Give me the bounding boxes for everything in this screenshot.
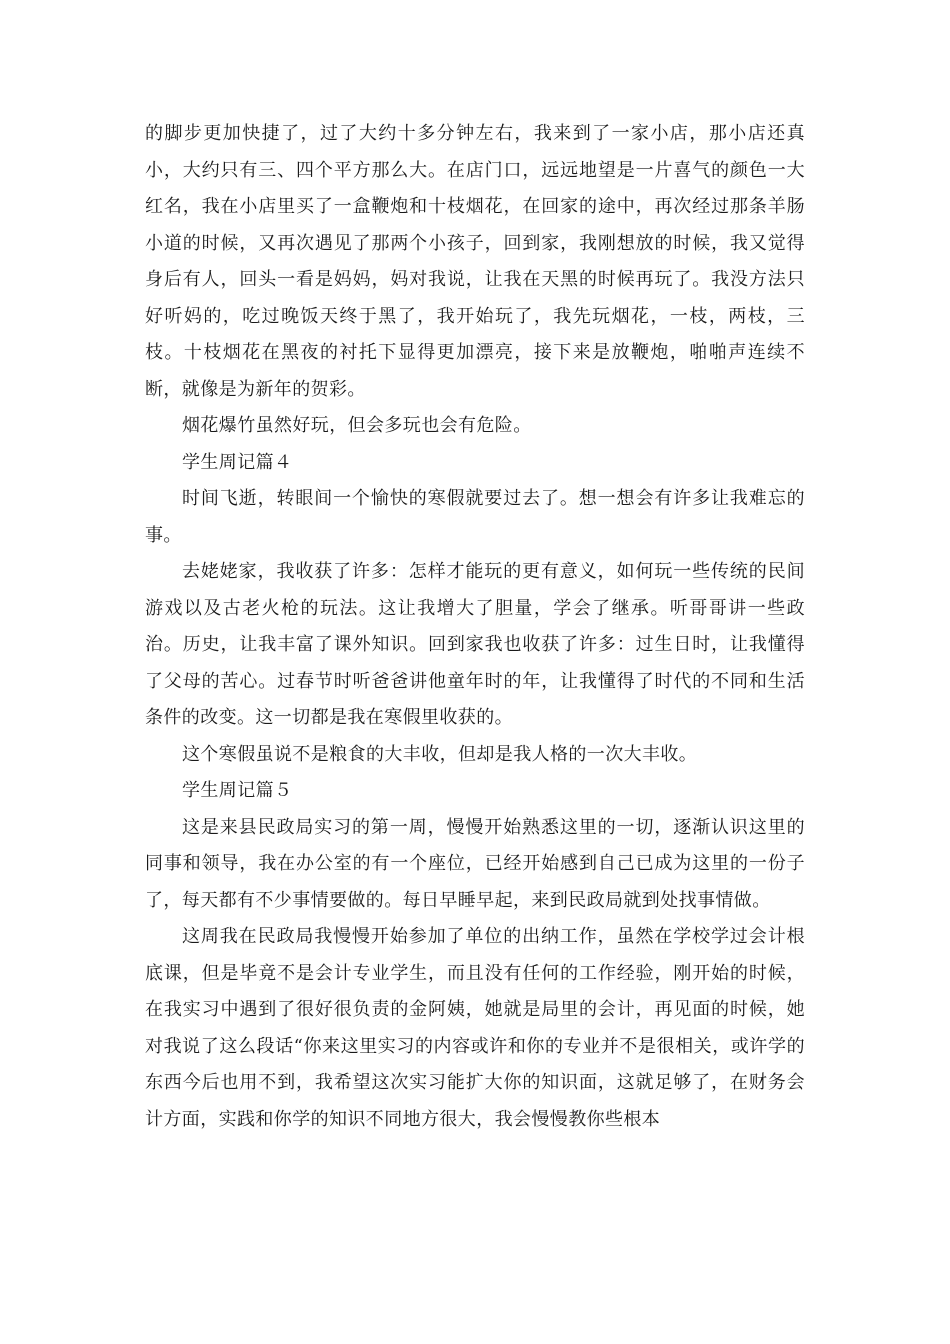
- section-heading-4: 学生周记篇４: [182, 451, 293, 473]
- paragraph-internship-week-one: 这是来县民政局实习的第一周，慢慢开始熟悉这里的一切，逐渐认识这里的同事和领导，我在办公室的有一个座位，已经开始感到自己已成为这里的一份子了，每天都有不少事情要做的。每日早睡早起，来到民政局就到处找事情做。: [145, 816, 805, 911]
- paragraph-grandma-house: 去姥姥家，我收获了许多：怎样才能玩的更有意义，如何玩一些传统的民间游戏以及古老火枪的玩法。这让我增大了胆量，学会了继承。听哥哥讲一些政治。历史，让我丰富了课外知识。回到家我也收获了许多：过生日时，让我懂得了父母的苦心。过春节时听爸爸讲他童年时的年，让我懂得了时代的不同和生活条件的改变。这一切都是我在寒假里收获的。: [145, 561, 805, 728]
- document-body: [145, 116, 805, 1138]
- paragraph-winter-break-summary: 这个寒假虽说不是粮食的大丰收，但却是我人格的一次大丰收。: [182, 743, 698, 765]
- paragraph-fireworks-warning: 烟花爆竹虽然好玩，但会多玩也会有危险。: [182, 415, 532, 436]
- paragraph-story-continuation: 的脚步更加快捷了，过了大约十多分钟左右，我来到了一家小店，那小店还真小，大约只有三、四个平方那么大。在店门口，远远地望是一片喜气的颜色一大红名，我在小店里买了一盒鞭炮和十枝烟花，在回家的途中，再次经过那条羊肠小道的时候，又再次遇见了那两个小孩子，回到家，我刚想放的时候，我又觉得身后有人，回头一看是妈妈，妈对我说，让我在天黑的时候再玩了。我没方法只好听妈的，吃过晚饭天终于黑了，我开始玩了，我先玩烟花，一枝，两枝，三枝。十枝烟花在黑夜的衬托下显得更加漂亮，接下来是放鞭炮，啪啪声连续不断，就像是为新年的贺彩。: [145, 123, 805, 400]
- paragraph-winter-break-intro: 时间飞逝，转眼间一个愉快的寒假就要过去了。想一想会有许多让我难忘的事。: [145, 488, 805, 546]
- section-heading-5: 学生周记篇５: [182, 780, 293, 801]
- paragraph-cashier-work: 这周我在民政局我慢慢开始参加了单位的出纳工作，虽然在学校学过会计根底课，但是毕竟不是会计专业学生，而且没有任何的工作经验，刚开始的时候，在我实习中遇到了很好很负责的金阿姨，她就是局里的会计，再见面的时候，她对我说了这么段话“你来这里实习的内容或许和你的专业并不是很相关，或许学的东西今后也用不到，我希望这次实习能扩大你的知识面，这就足够了，在财务会计方面，实践和你学的知识不同地方很大，我会慢慢教你些根本: [145, 926, 805, 1130]
